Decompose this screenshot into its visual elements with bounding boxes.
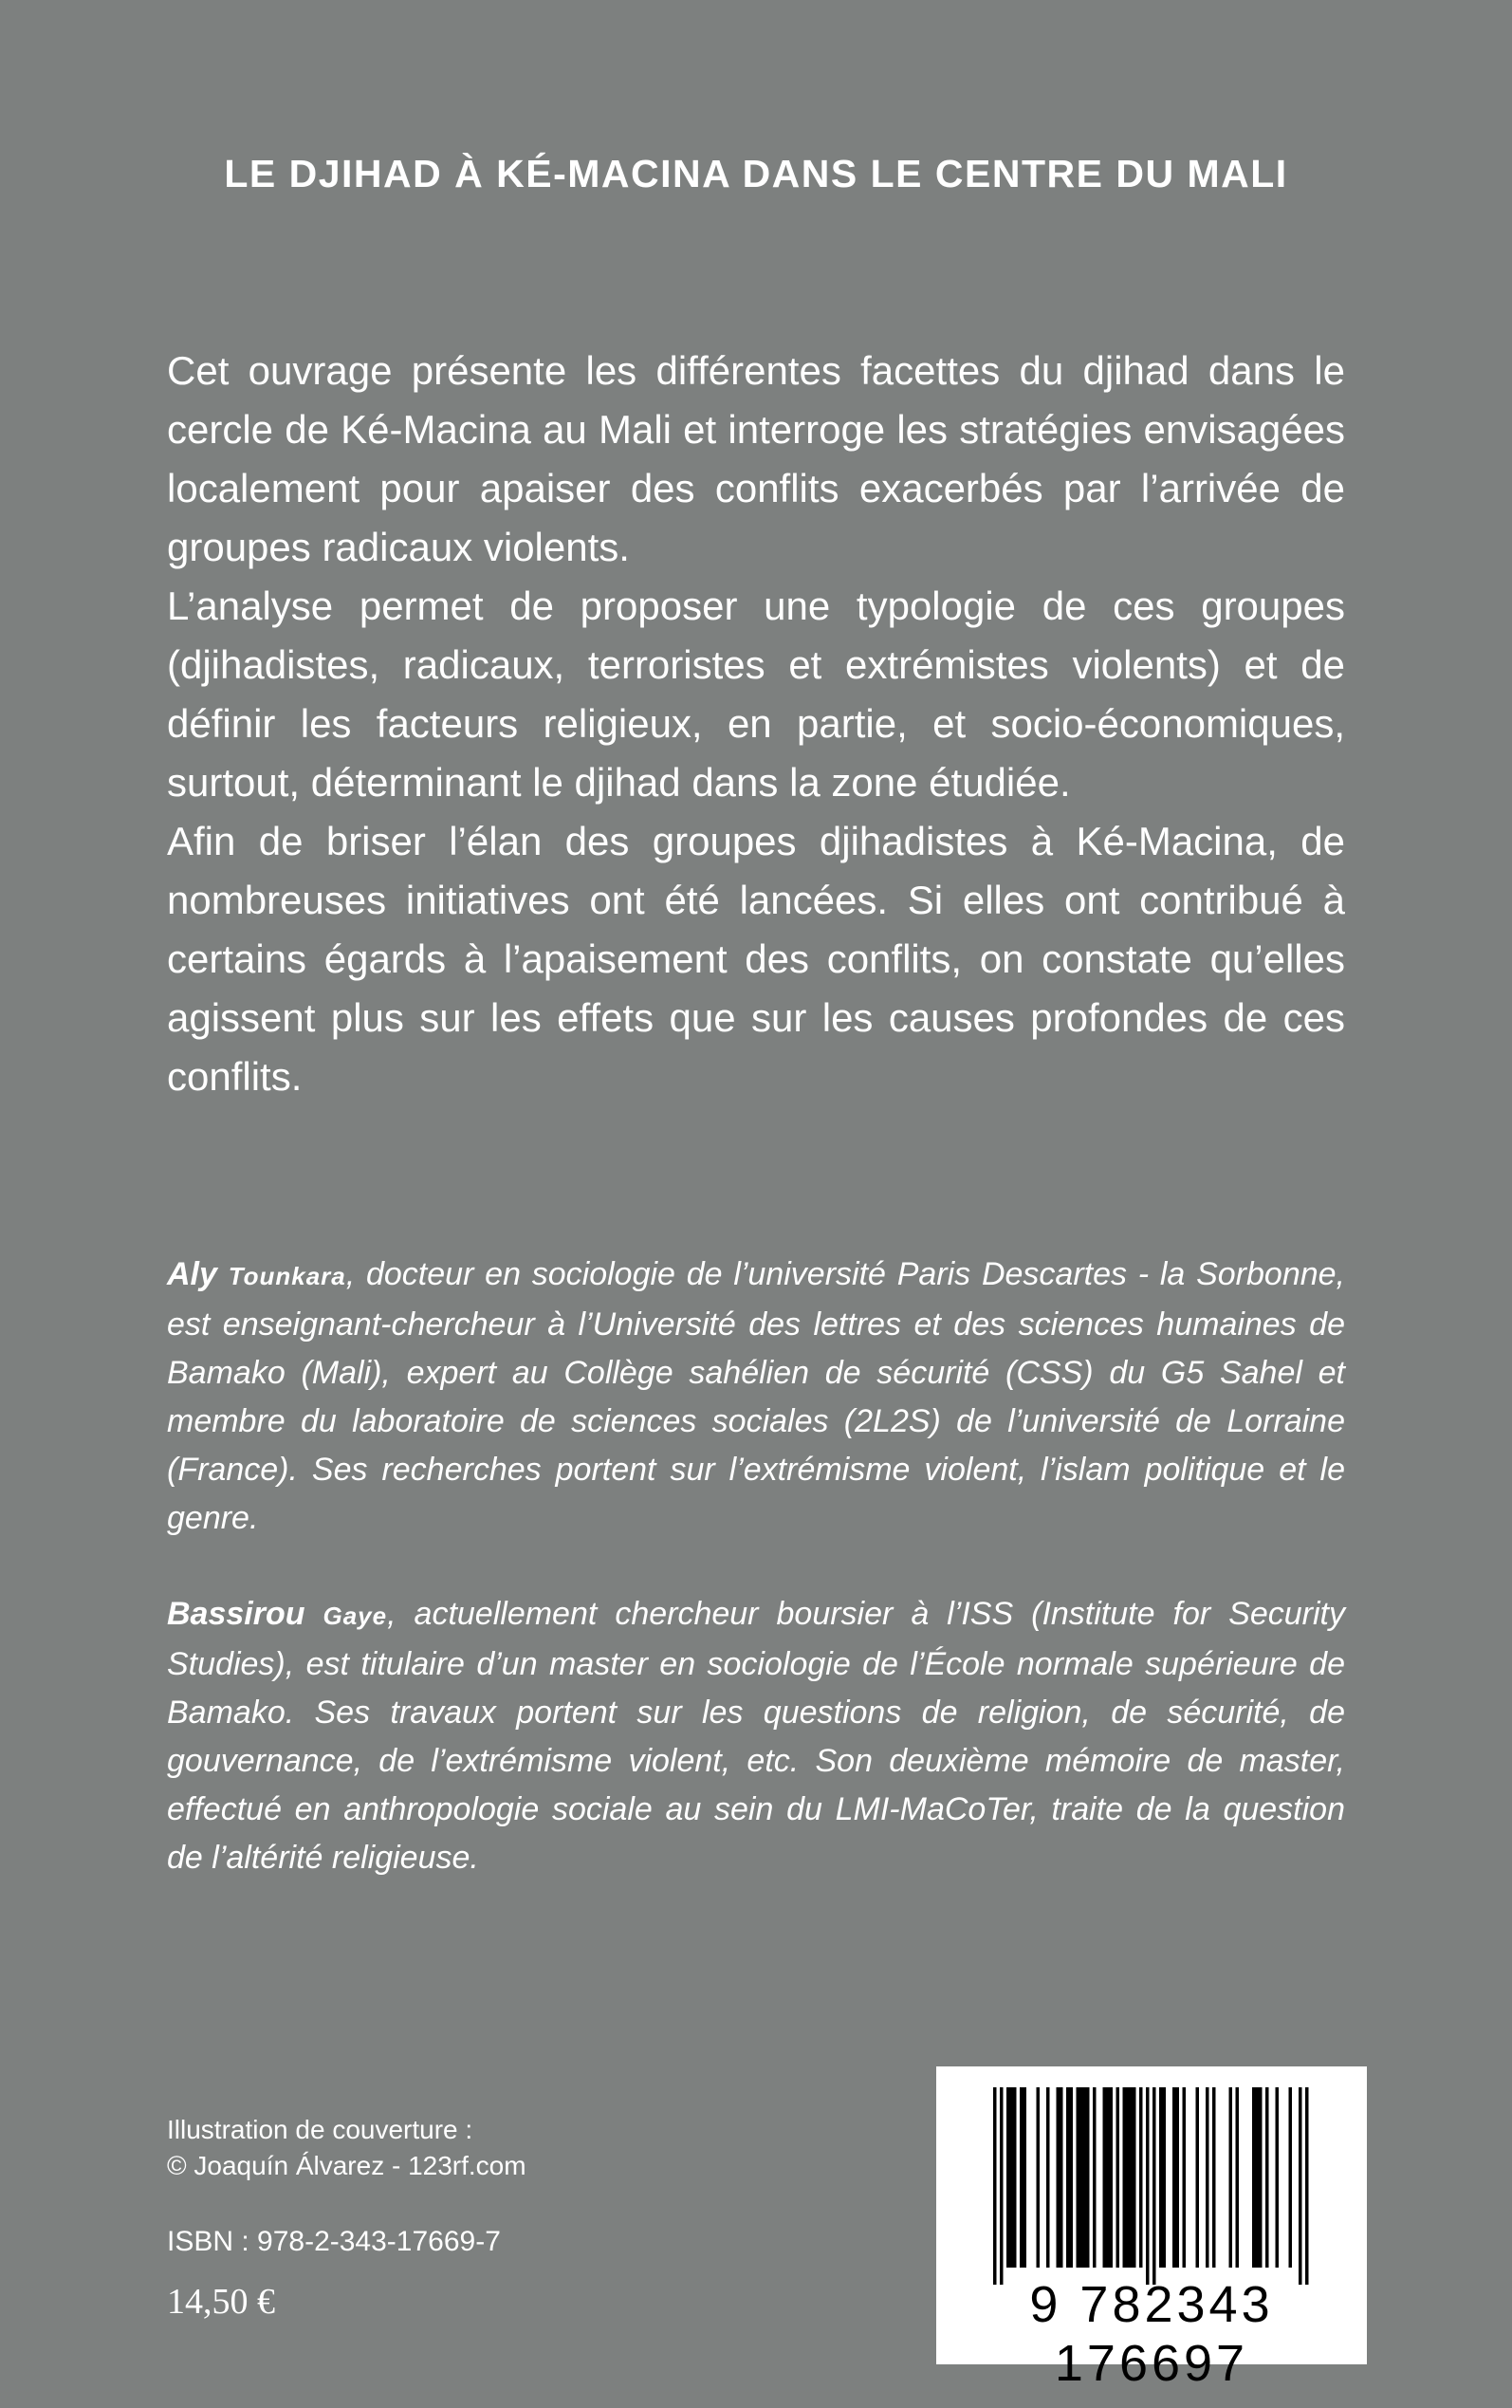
barcode-bar bbox=[1010, 2087, 1014, 2268]
barcode-bar bbox=[1172, 2087, 1176, 2268]
barcode-bar bbox=[1163, 2087, 1167, 2268]
barcode-bar bbox=[1139, 2087, 1143, 2268]
barcode-bar bbox=[1265, 2087, 1269, 2268]
barcode-bar bbox=[1106, 2087, 1110, 2268]
barcode-bar bbox=[1259, 2087, 1263, 2268]
barcode-bar bbox=[1206, 2087, 1209, 2268]
barcode-bar bbox=[1116, 2087, 1120, 2268]
barcode-bar bbox=[1057, 2087, 1060, 2268]
barcode-bar bbox=[1093, 2087, 1097, 2268]
barcode-bar bbox=[1070, 2087, 1074, 2268]
barcode-bar bbox=[1212, 2087, 1216, 2268]
barcode-bar bbox=[1289, 2087, 1293, 2268]
barcode-bar bbox=[1046, 2087, 1050, 2268]
barcode-bar bbox=[1079, 2087, 1083, 2268]
barcode-digits: 9 782343 176697 bbox=[1029, 2276, 1274, 2392]
barcode-bar bbox=[1060, 2087, 1063, 2268]
author-last-name: Gaye bbox=[323, 1602, 388, 1630]
author-bio-text: , docteur en sociologie de l’université Paris Descartes - la Sorbonne, est enseignant-chercheur à l’Université des lettres et des sciences humaines de Bamako (Mali), expert au Collège sahélien de sécurité (CSS) du G5 Sahel et membre du laboratoire de sciences sociales (2L2S) de l’université de Lorraine (France). Ses recherches portent sur l’extrémisme violent, l’islam politique et le genre. bbox=[167, 1256, 1345, 1536]
summary-paragraph: Cet ouvrage présente les différentes facettes du djihad dans le cercle de Ké-Macina au Mali et interroge les stratégies envisagées localement pour apaiser des conflits exacerbés par l’arrivée de groupes radicaux violents. bbox=[167, 348, 1345, 569]
barcode-bar bbox=[1256, 2087, 1260, 2268]
barcode-bar bbox=[1020, 2087, 1023, 2268]
credits-label: Illustration de couverture : bbox=[167, 2115, 473, 2144]
barcode-bar bbox=[1037, 2087, 1041, 2268]
author-bio-text: , actuellement chercheur boursier à l’ISS (Institute for Security Studies), est titulaire d’un master en sociologie de l’École normale supérieure de Bamako. Ses travaux portent sur les questions de religion, de sécurité, de gouvernance, de l’extrémisme violent, etc. Son deuxième mémoire de master, effectué en anthropologie sociale au sein du LMI-MaCoTer, traite de la question de l’altérité religieuse. bbox=[167, 1596, 1345, 1876]
author-bio bbox=[167, 1250, 1345, 1543]
barcode-bar bbox=[1252, 2087, 1256, 2268]
barcode-bar bbox=[1077, 2087, 1080, 2268]
summary-paragraph: Afin de briser l’élan des groupes djihadistes à Ké-Macina, de nombreuses initiatives ont été lancées. Si elles ont contribué à certains égards à l’apaisement des conflits, on constate qu’elles agissent plus sur les effets que sur les causes profondes de ces conflits. bbox=[167, 819, 1345, 1099]
barcode-bar bbox=[1123, 2087, 1127, 2268]
barcode-bar bbox=[1236, 2087, 1240, 2268]
barcode-bar bbox=[1086, 2087, 1090, 2268]
cover-credits bbox=[167, 2112, 736, 2184]
barcode-bar bbox=[1126, 2087, 1130, 2268]
author-bios bbox=[167, 1250, 1345, 1930]
barcode bbox=[936, 2066, 1367, 2392]
author-last-name: Tounkara bbox=[228, 1262, 346, 1290]
barcode-bar bbox=[1305, 2087, 1309, 2285]
barcode-bar bbox=[1023, 2087, 1027, 2268]
price: 14,50 € bbox=[167, 2282, 275, 2322]
summary-text bbox=[167, 342, 1345, 1106]
barcode-bar bbox=[1013, 2087, 1017, 2268]
barcode-bar bbox=[1103, 2087, 1107, 2268]
author-first-name: Bassirou bbox=[167, 1596, 305, 1632]
barcode-bar bbox=[1229, 2087, 1233, 2268]
credits-source: © Joaquín Álvarez - 123rf.com bbox=[167, 2151, 526, 2180]
barcode-bar bbox=[1152, 2087, 1156, 2285]
author-bio bbox=[167, 1590, 1345, 1882]
barcode-bar bbox=[1176, 2087, 1180, 2268]
barcode-bar bbox=[1000, 2087, 1004, 2285]
summary-paragraph: L’analyse permet de proposer une typologie de ces groupes (djihadistes, radicaux, terroristes et extrémistes violents) et de définir les facteurs religieux, en partie, et socio-économiques, surtout, déterminant le djihad dans la zone étudiée. bbox=[167, 583, 1345, 805]
barcode-bar bbox=[1130, 2087, 1134, 2268]
author-first-name: Aly bbox=[167, 1256, 217, 1292]
barcode-bar bbox=[1299, 2087, 1302, 2285]
barcode-bar bbox=[1133, 2087, 1136, 2268]
barcode-bar bbox=[1276, 2087, 1280, 2268]
barcode-bar bbox=[1110, 2087, 1114, 2268]
barcode-bar bbox=[1146, 2087, 1150, 2285]
barcode-bar bbox=[1066, 2087, 1070, 2268]
barcode-bar bbox=[1006, 2087, 1010, 2268]
barcode-bar bbox=[1159, 2087, 1163, 2268]
barcode-bar bbox=[1196, 2087, 1200, 2268]
book-title: LE DJIHAD À KÉ-MACINA DANS LE CENTRE DU MALI bbox=[224, 152, 1288, 195]
isbn: ISBN : 978-2-343-17669-7 bbox=[167, 2226, 501, 2257]
barcode-bar bbox=[1083, 2087, 1087, 2268]
barcode-bar bbox=[993, 2087, 997, 2285]
barcode-bar bbox=[1183, 2087, 1187, 2268]
